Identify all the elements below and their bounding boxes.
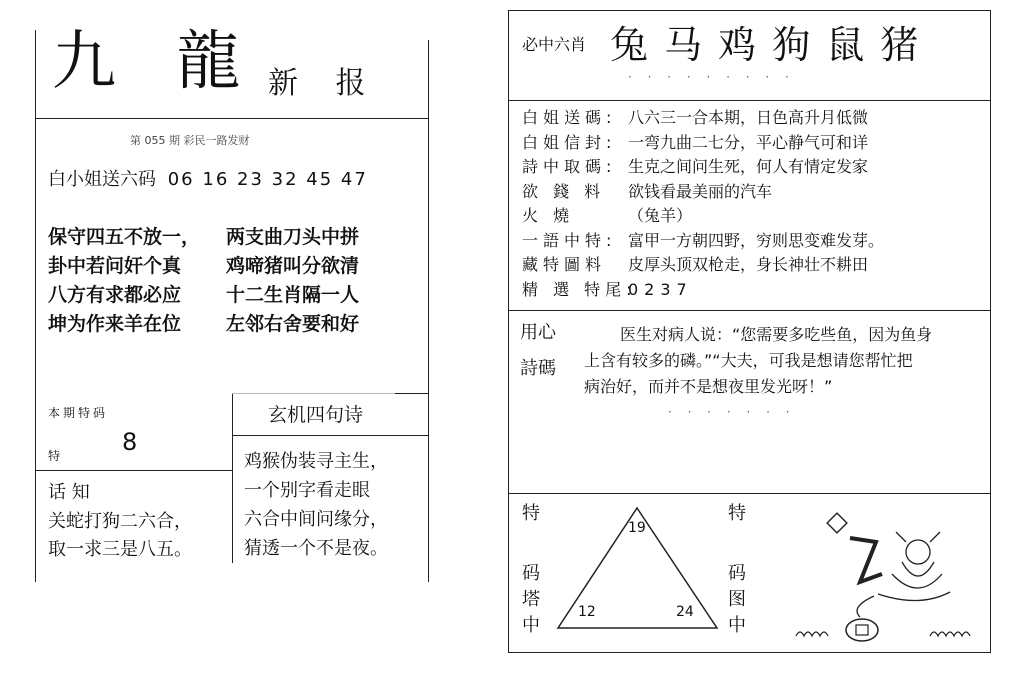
tips-row: 精 選 特尾:0237 (522, 279, 693, 299)
illustration-image (790, 512, 986, 644)
notice-label: 话 知 (48, 482, 90, 503)
masthead-subtitle: 新 报 (268, 66, 380, 101)
right-panel-bottom-border (508, 652, 991, 653)
header-zodiacs: 兔 马 鸡 狗 鼠 猪 (610, 23, 921, 67)
section-rule-short (395, 393, 429, 394)
header-label: 必中六肖 (522, 35, 587, 54)
right-panel-top-border (508, 10, 991, 11)
tips-rule (508, 310, 991, 311)
right-panel-right-border (990, 10, 991, 653)
six-codes-value: 06 16 23 32 45 47 (167, 169, 368, 190)
tips-row: 一語中特: 富甲一方朝四野，穷则思变难发芽。 (522, 230, 885, 250)
special-code-label: 本期特码 (48, 406, 109, 420)
tips-row: 白姐信封: 一弯九曲二七分，平心静气可和详 (522, 132, 869, 152)
notice-text: 关蛇打狗二六合， 取一求三是八五。 (48, 511, 192, 560)
issue-line: 第 055 期 彩民一路发财 (130, 134, 250, 147)
tips-row: 詩中取碼: 生克之间问生死，何人有情定发家 (522, 157, 869, 176)
tower-label-right: 特 码 图 中 (728, 503, 746, 636)
mystery-poem-title: 玄机四句诗 (268, 404, 364, 426)
title-rule (35, 118, 429, 119)
poem-line: 八方有求都必应 十二生肖隔一人 (48, 284, 360, 306)
right-panel-left-border (508, 10, 509, 653)
tower-number-right: 24 (676, 604, 694, 620)
special-code-prefix: 特 (48, 449, 61, 463)
section-rule-light (232, 393, 395, 394)
story-rule (508, 493, 991, 494)
poem-line: 卦中若问奸个真 鸡啼猪叫分欲清 (48, 255, 360, 277)
tips-row: 藏特圖料 皮厚头顶双枪走，身长神壮不耕田 (522, 255, 869, 274)
poem-line: 保守四五不放一， 两支曲刀头中拼 (48, 226, 360, 248)
tower-label-left: 特 码 塔 中 (522, 503, 540, 636)
notice-rule (35, 470, 232, 471)
poem-block (48, 223, 359, 339)
tips-row: 欲 錢 料 欲钱看最美丽的汽车 (522, 181, 773, 201)
heart-poem-label: 用心 (520, 322, 556, 343)
tower-number-left: 12 (578, 604, 596, 620)
left-border-line (35, 30, 36, 582)
tower-number-top: 19 (628, 520, 646, 536)
heart-poem-label-b: 詩碼 (520, 358, 556, 379)
section-divider (232, 393, 233, 563)
mystery-title-rule (232, 435, 428, 436)
six-codes-label: 白小姐送六码 (48, 169, 156, 190)
mystery-poem-text: 鸡猴伪装寻主生， 一个别字看走眼 六合中间问缘分， 猜透一个不是夜。 (244, 451, 388, 559)
story-dots: · · · · · · · (668, 405, 796, 419)
special-code-value: 8 (122, 428, 138, 456)
tips-row: 火 燒 （兔羊） (522, 206, 693, 225)
story-text: 医生对病人说：“您需要多吃些鱼，因为鱼身 上含有较多的磷。”“大夫，可我是想请您帮忙把 病治好，而并不是想夜里发光呀！” (584, 325, 933, 396)
header-rule (508, 100, 991, 101)
tips-table (522, 106, 884, 302)
tips-row: 白姐送碼: 八六三一合本期，日色高升月低微 (522, 108, 869, 127)
six-codes-row (48, 166, 368, 194)
header-dots: · · · · · · · · · (628, 70, 795, 84)
poem-line: 坤为作来羊在位 左邻右舍要和好 (48, 313, 360, 335)
right-border-line (428, 40, 429, 582)
masthead-title: 九 龍 (52, 25, 261, 99)
